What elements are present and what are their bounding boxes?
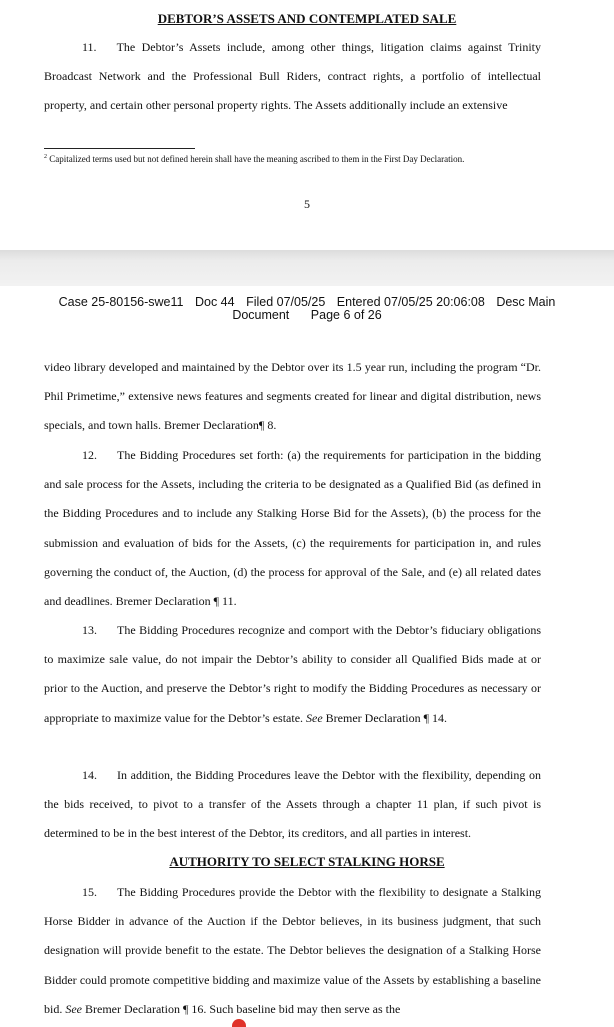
filed-date: Filed 07/05/25 — [246, 295, 326, 309]
paragraph-11-continued: video library developed and maintained by the Debtor over its 1.5 year run, including the program “Dr. Phil Primetime,” extensive news features and segments created for linear and digital distribution, news specials, and town halls. Bremer Declaration¶ 8. — [44, 360, 541, 433]
page-separator — [0, 250, 614, 286]
footnote-marker: 2 — [44, 154, 47, 160]
paragraph-14 — [44, 761, 541, 849]
doc-number: Doc 44 — [194, 295, 235, 309]
desc-label: Desc Main — [496, 295, 556, 309]
footnote-2 — [44, 154, 464, 164]
page-of-label: Page 6 of 26 — [310, 308, 382, 322]
paragraph-number: 15. — [82, 885, 97, 899]
see-signal: See — [65, 1001, 82, 1016]
paragraph-13 — [44, 616, 541, 733]
paragraph-12 — [44, 441, 541, 616]
paragraph-text: The Debtor’s Assets include, among other things, litigation claims against Trinity Broadcast Network and the Professional Bull Riders, contract rights, a portfolio of intellectual property, and certain other personal property rights. The Assets additionally include an extensive — [44, 40, 541, 113]
page-number: 5 — [304, 197, 310, 211]
paragraph-number: 13. — [82, 623, 97, 637]
footnote-divider — [44, 148, 195, 149]
paragraph-citation: Bremer Declaration ¶ 16. Such baseline bid may then serve as the — [85, 1001, 401, 1016]
page-5 — [0, 0, 614, 250]
case-number: Case 25-80156-swe11 — [58, 295, 184, 309]
section-heading-assets-sale: DEBTOR’S ASSETS AND CONTEMPLATED SALE — [157, 11, 457, 26]
paragraph-11 — [44, 33, 541, 121]
paragraph-number: 12. — [82, 448, 97, 462]
footnote-text: Capitalized terms used but not defined herein shall have the meaning ascribed to them in the First Day Declaration. — [49, 154, 465, 164]
entered-date: Entered 07/05/25 20:06:08 — [336, 295, 485, 309]
paragraph-number: 11. — [82, 40, 97, 54]
page-6 — [0, 286, 614, 1024]
paragraph-text: The Bidding Procedures recognize and comport with the Debtor’s fiduciary obligations to maximize sale value, do not impair the Debtor’s ability to consider all Qualified Bids made at or prior to the Auction, and preserve the Debtor’s right to modify the Bidding Procedures as necessary or appropriate to maximize value for the Debtor’s estate. — [44, 623, 541, 725]
paragraph-text: In addition, the Bidding Procedures leave the Debtor with the flexibility, depending on the bids received, to pivot to a transfer of the Assets through a chapter 11 plan, if such pivot is determined to be in the best interest of the Debtor, its creditors, and all parties in interest. — [44, 768, 541, 841]
paragraph-number: 14. — [82, 768, 97, 782]
case-header — [0, 296, 614, 322]
document-label: Document — [232, 308, 290, 322]
paragraph-15 — [44, 878, 541, 1024]
see-signal: See — [306, 710, 323, 725]
paragraph-citation: Bremer Declaration ¶ 14. — [325, 710, 448, 725]
paragraph-text: The Bidding Procedures set forth: (a) the requirements for participation in the bidding and sale process for the Assets, including the criteria to be designated as a Qualified Bid (as defined in the Bidding Procedures and to include any Stalking Horse Bid for the Assets), (b) the process for the submission and evaluation of bids for the Assets, (c) the requirements for participation in, and rules governing the conduct of, the Auction, (d) the process for approval of the Sale, and (e) all related dates and deadlines. Bremer Declaration ¶ 11. — [44, 448, 541, 609]
red-annotation-mark — [232, 1019, 246, 1027]
section-heading-stalking-horse: AUTHORITY TO SELECT STALKING HORSE — [169, 854, 445, 869]
paragraph-text: The Bidding Procedures provide the Debtor with the flexibility to designate a Stalking Horse Bidder in advance of the Auction if the Debtor believes, in its business judgment, that such designation will provide benefit to the estate. The Debtor believes the designation of a Stalking Horse Bidder could promote competitive bidding and maximize value of the Assets by establishing a baseline bid. — [44, 885, 541, 1016]
